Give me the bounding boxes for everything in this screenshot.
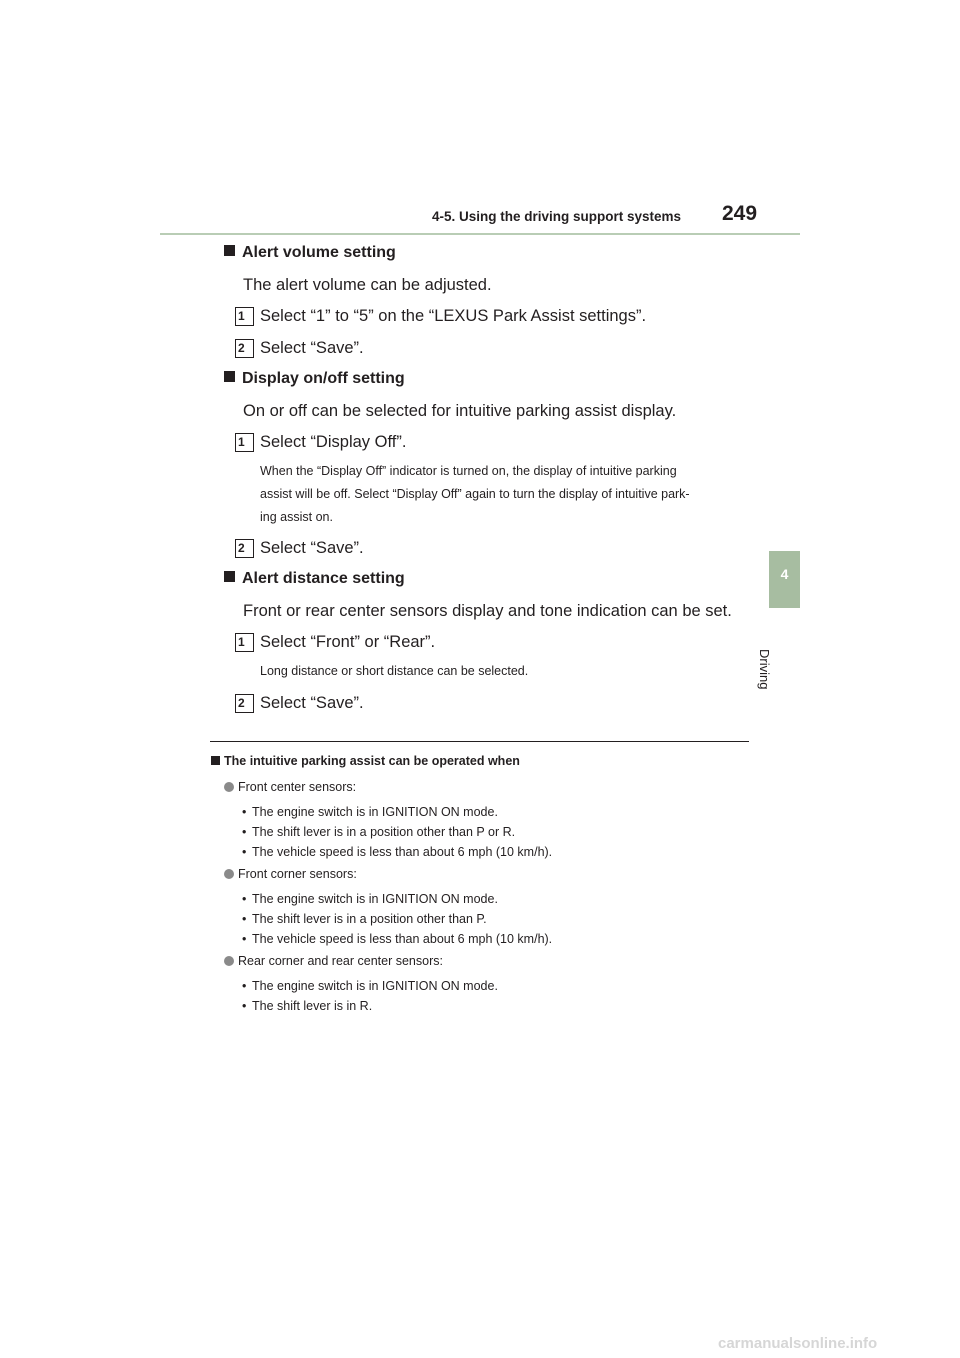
round-bullet-icon	[224, 956, 234, 966]
sub-bullet-item: • The engine switch is in IGNITION ON mode.	[242, 892, 498, 906]
watermark-text: carmanualsonline.info	[718, 1335, 878, 1352]
step-note-line: When the “Display Off” indicator is turned on, the display of intuitive parking	[260, 464, 677, 478]
round-bullet-icon	[224, 869, 234, 879]
square-bullet-icon	[224, 245, 235, 256]
section-intro: The alert volume can be adjusted.	[243, 276, 492, 294]
header-divider	[160, 233, 800, 235]
sub-bullet-item: • The engine switch is in IGNITION ON mode.	[242, 805, 498, 819]
round-bullet-icon	[224, 782, 234, 792]
step-text: Select “Save”.	[260, 339, 364, 357]
step-note: Long distance or short distance can be selected.	[260, 664, 529, 678]
step-text: Select “1” to “5” on the “LEXUS Park Assist settings”.	[260, 307, 647, 325]
step-text: Select “Display Off”.	[260, 433, 407, 451]
step-number-badge: 1	[235, 633, 254, 652]
page-number: 249	[722, 202, 758, 225]
chapter-title: Driving	[757, 649, 772, 690]
running-header: 4-5. Using the driving support systems	[432, 209, 682, 224]
section-intro: On or off can be selected for intuitive parking assist display.	[243, 402, 677, 420]
step-text: Select “Save”.	[260, 694, 364, 712]
step-number-badge: 2	[235, 694, 254, 713]
square-bullet-icon	[224, 371, 235, 382]
square-bullet-icon	[224, 571, 235, 582]
sub-bullet-item: • The vehicle speed is less than about 6 mph (10 km/h).	[242, 932, 553, 946]
bullet-item: Front corner sensors:	[224, 867, 357, 881]
step-number-badge: 2	[235, 339, 254, 358]
step-number-badge: 1	[235, 307, 254, 326]
bullet-item: Front center sensors:	[224, 780, 356, 794]
section-heading-display-onoff: Display on/off setting	[224, 370, 405, 388]
section-heading-alert-volume: Alert volume setting	[224, 244, 396, 262]
sub-bullet-item: • The shift lever is in a position other than P or R.	[242, 825, 516, 839]
step-number-badge: 2	[235, 539, 254, 558]
step-text: Select “Front” or “Rear”.	[260, 633, 436, 651]
step-number-badge: 1	[235, 433, 254, 452]
sub-bullet-item: • The shift lever is in R.	[242, 999, 373, 1013]
bullet-item: Rear corner and rear center sensors:	[224, 954, 443, 968]
step-note-line: assist will be off. Select “Display Off” again to turn the display of intuitive park-	[260, 487, 690, 501]
section-heading-alert-distance: Alert distance setting	[224, 570, 405, 588]
chapter-number: 4	[780, 566, 789, 582]
info-heading: The intuitive parking assist can be operated when	[211, 754, 520, 768]
sub-bullet-item: • The engine switch is in IGNITION ON mode.	[242, 979, 498, 993]
step-text: Select “Save”.	[260, 539, 364, 557]
section-intro: Front or rear center sensors display and tone indication can be set.	[243, 602, 732, 620]
section-divider	[210, 741, 749, 742]
sub-bullet-item: • The shift lever is in a position other than P.	[242, 912, 487, 926]
sub-bullet-item: • The vehicle speed is less than about 6 mph (10 km/h).	[242, 845, 553, 859]
step-note-line: ing assist on.	[260, 510, 333, 524]
square-bullet-icon	[211, 756, 220, 765]
